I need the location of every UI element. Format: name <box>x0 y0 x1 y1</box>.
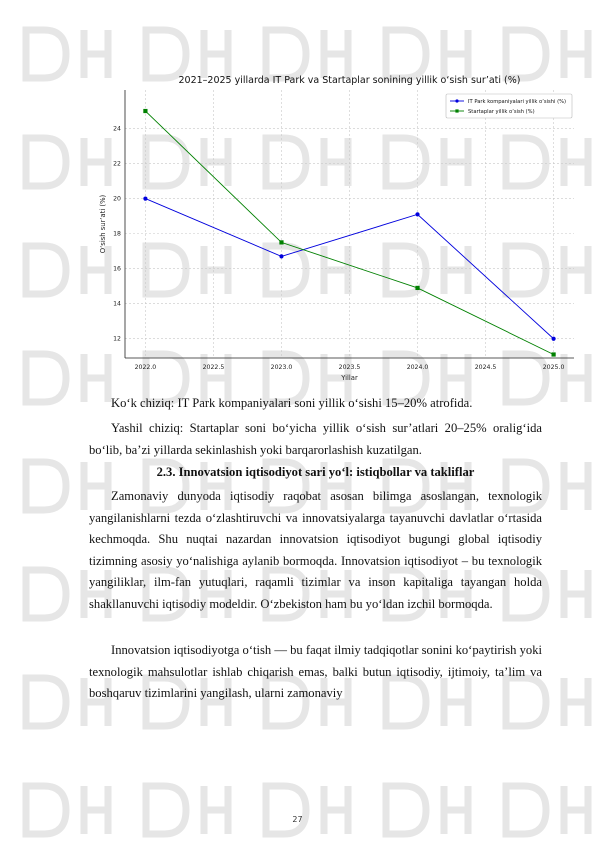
paragraph-1-block <box>89 486 542 615</box>
legend-marker-2 <box>455 109 458 112</box>
chart-svg <box>92 68 582 390</box>
x-tick-label: 2023.5 <box>338 364 361 371</box>
watermark-mark <box>146 786 228 834</box>
watermark-mark <box>506 786 588 834</box>
x-axis-label: Yillar <box>341 374 358 382</box>
series-1-point <box>143 197 147 201</box>
watermark-mark <box>386 786 468 834</box>
y-tick-label: 20 <box>113 195 121 203</box>
chart-title: 2021–2025 yillarda IT Park va Startaplar sonining yillik o‘sish sur’ati (%) <box>178 75 521 86</box>
y-tick-label: 24 <box>113 125 121 133</box>
series-2-point <box>415 286 419 290</box>
series-2-point <box>551 352 555 356</box>
watermark-mark <box>266 786 348 834</box>
caption-green-text: Yashil chiziq: Startaplar soni bo‘yicha yillik o‘sish sur’atlari 20–25% oralig‘ida bo‘lib, ba’zi yillarda sekinlashish yoki barqarorlashish kuzatilgan. <box>89 421 542 457</box>
legend-label-1: IT Park kompaniyalari yillik o‘sishi (%) <box>468 99 567 105</box>
y-tick-label: 22 <box>113 160 121 168</box>
growth-chart <box>92 68 582 390</box>
paragraph-2-block <box>89 640 542 705</box>
x-tick-label: 2022.0 <box>134 364 157 371</box>
x-tick-label: 2024.5 <box>474 364 497 371</box>
y-tick-label: 14 <box>113 300 121 308</box>
x-tick-label: 2023.0 <box>270 364 293 371</box>
series-1-point <box>279 254 283 258</box>
y-axis-label: O‘sish sur’ati (%) <box>99 194 107 254</box>
series-1-point <box>415 212 419 216</box>
chart-caption-blue <box>89 393 542 415</box>
chart-caption-green <box>89 418 542 461</box>
x-tick-label: 2024.0 <box>406 364 429 371</box>
section-heading-block <box>89 462 542 484</box>
series-1-point <box>551 337 555 341</box>
series-2-point <box>279 240 283 244</box>
x-tick-label: 2022.5 <box>202 364 225 371</box>
paragraph-2: Innovatsion iqtisodiyotga o‘tish — bu faqat ilmiy tadqiqotlar sonini ko‘paytirish yoki texnologik mahsulotlar ishlab chiqarish emas, balki butun iqtisodiy, ijtimoiy, ta’lim va boshqaruv tizimlarini yangilash, ularni zamonaviy <box>89 643 542 700</box>
x-tick-label: 2025.0 <box>542 364 565 371</box>
section-heading: 2.3. Innovatsion iqtisodiyot sari yo‘l: istiqbollar va takliflar <box>156 465 475 479</box>
page-number: 27 <box>292 815 303 824</box>
legend-marker-1 <box>455 99 458 102</box>
y-tick-label: 12 <box>113 335 121 343</box>
watermark-mark <box>26 786 108 834</box>
paragraph-1: Zamonaviy dunyoda iqtisodiy raqobat asosan bilimga asoslangan, texnologik yangilanishlarni tezda o‘zlashtiruvchi va innovatsiyalarga tayanuvchi davlatlar o‘rtasida kechmoqda. Shu nuqtai nazardan innovatsion iqtisodiyot bugungi global iqtisodiy tizimning asosiy yo‘nalishiga aylanib bormoqda. Innovatsion iqtisodiyot – bu texnologik yangiliklar, ilm-fan yutuqlari, raqamli tizimlar va inson kapitaliga tayangan holda shakllanuvchi iqtisodiy modeldir. O‘zbekiston ham bu yo‘ldan izchil bormoqda. <box>89 489 542 611</box>
y-tick-label: 16 <box>113 265 121 273</box>
series-2-point <box>143 109 147 113</box>
legend-label-2: Startaplar yillik o‘sish (%) <box>468 109 535 115</box>
y-tick-label: 18 <box>113 230 121 238</box>
caption-blue-text: Ko‘k chiziq: IT Park kompaniyalari soni yillik o‘sishi 15–20% atrofida. <box>111 396 473 410</box>
